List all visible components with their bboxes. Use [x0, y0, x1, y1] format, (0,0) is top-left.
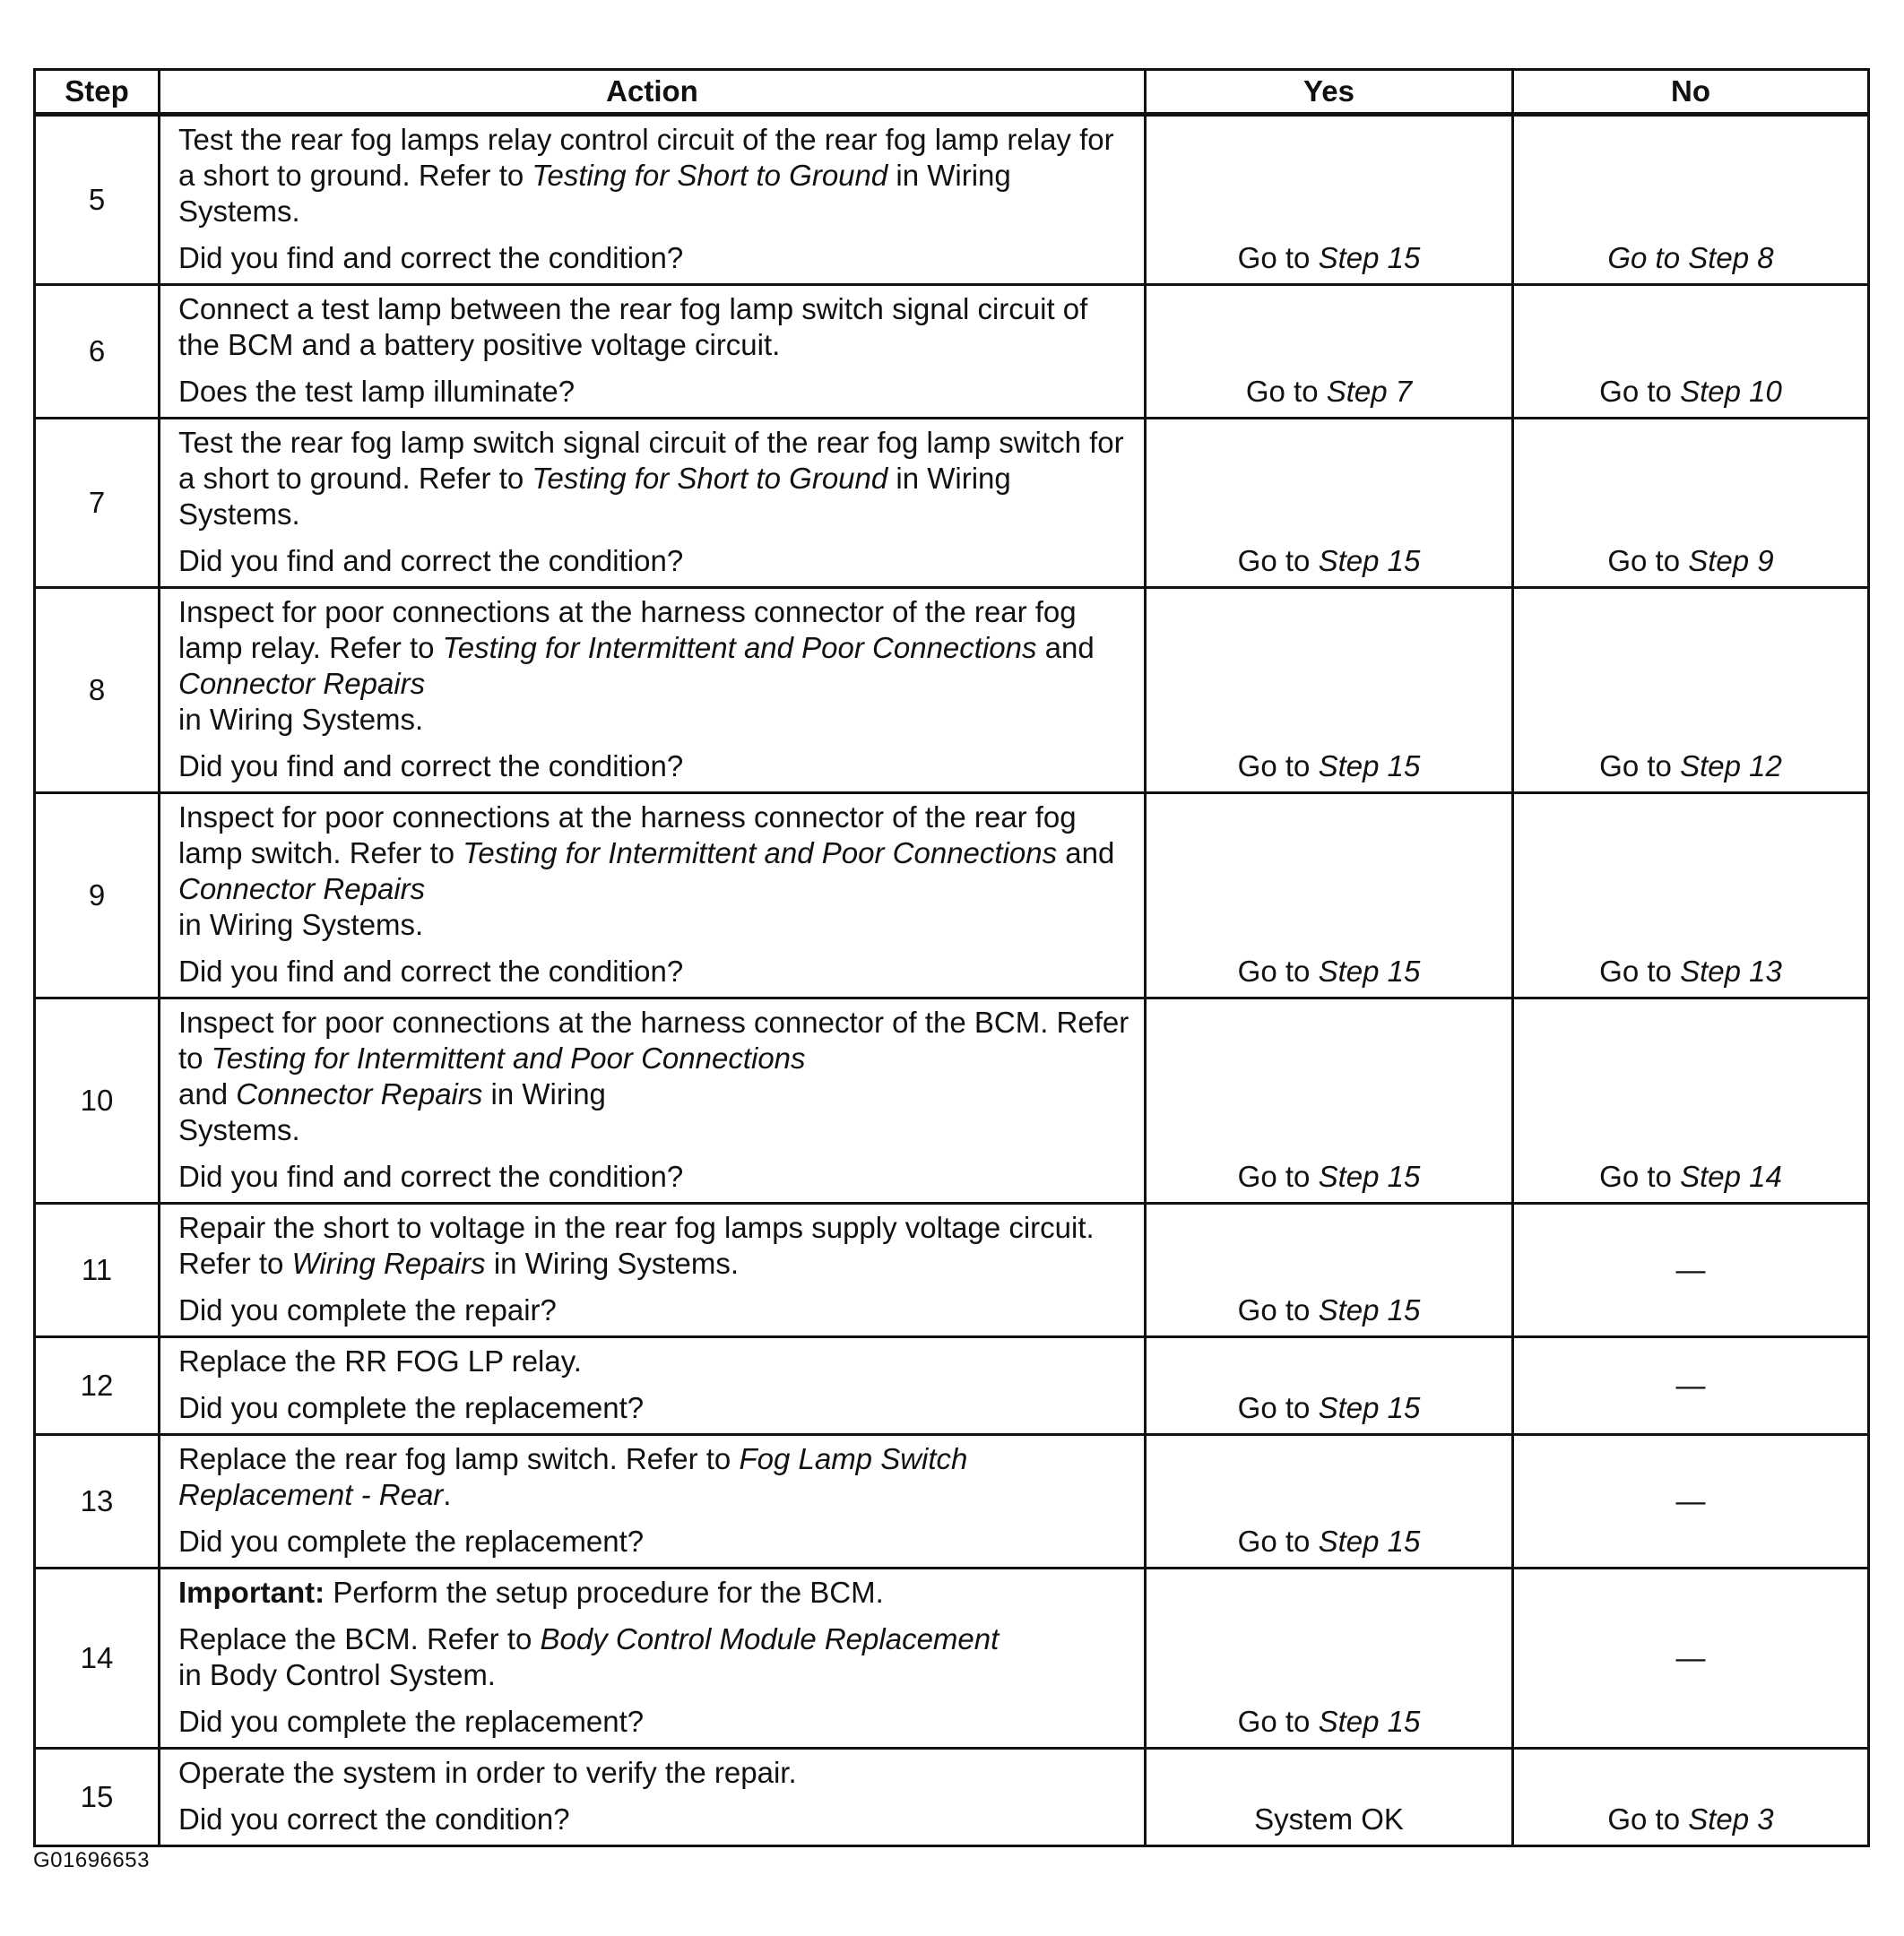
- question-text: Did you complete the repair?: [178, 1293, 557, 1327]
- question-text: Did you find and correct the condition?: [178, 241, 684, 274]
- action-segment: Connect a test lamp between the rear fog lamp switch signal circuit of the BCM and a battery positive voltage circuit.: [178, 292, 1088, 361]
- question-text: Did you find and correct the condition?: [178, 955, 684, 988]
- step-number: 15: [35, 1749, 160, 1846]
- goto-prefix: Go to Step 8: [1607, 241, 1774, 274]
- yes-outcome: [1146, 998, 1513, 1204]
- yes-outcome: [1146, 1435, 1513, 1569]
- diagnostic-table: [33, 68, 1870, 1847]
- goto-prefix: Go to: [1237, 749, 1319, 782]
- reference-link-text: Body Control Module Replacement: [540, 1622, 1000, 1655]
- action-segment: Replace the BCM. Refer to: [178, 1622, 541, 1655]
- action-segment: Replace the RR FOG LP relay.: [178, 1344, 582, 1378]
- goto-prefix: Go to: [1599, 749, 1681, 782]
- action-segment: Inspect for poor connections at the harness connector of the rear fog lamp relay. Refer to: [178, 595, 1077, 664]
- reference-link-text: Connector Repairs: [178, 667, 426, 700]
- goto-step-target: Step 15: [1318, 1391, 1421, 1424]
- goto-step-target: Step 15: [1318, 1160, 1421, 1193]
- goto-step-target: Step 10: [1680, 375, 1782, 408]
- no-outcome-dash: —: [1675, 1484, 1706, 1517]
- goto-prefix: Go to: [1237, 544, 1319, 577]
- action-cell: [160, 419, 1146, 588]
- action-cell: [160, 115, 1146, 285]
- goto-prefix: Go to: [1237, 1391, 1319, 1424]
- goto-step-target: Step 15: [1318, 1705, 1421, 1738]
- reference-link-text: Wiring Repairs: [291, 1247, 486, 1280]
- goto-prefix: Go to: [1599, 1160, 1681, 1193]
- reference-link-text: Testing for Short to Ground: [532, 462, 888, 495]
- table-body: [35, 115, 1869, 1846]
- step-number: 10: [35, 998, 160, 1204]
- action-segment: in Body Control System.: [178, 1658, 496, 1691]
- action-segment: in Wiring: [482, 1077, 606, 1111]
- action-text: [178, 799, 1131, 943]
- goto-step-target: Step 15: [1318, 749, 1421, 782]
- yes-outcome: [1146, 1569, 1513, 1749]
- action-cell: [160, 285, 1146, 419]
- table-row: [35, 588, 1869, 793]
- yes-outcome: [1146, 1749, 1513, 1846]
- table-row: [35, 115, 1869, 285]
- goto-prefix: Go to: [1245, 375, 1327, 408]
- no-outcome: [1513, 285, 1869, 419]
- goto-prefix: Go to: [1237, 955, 1319, 988]
- goto-step-target: Step 9: [1688, 544, 1774, 577]
- action-cell: [160, 1435, 1146, 1569]
- goto-step-target: Step 14: [1680, 1160, 1782, 1193]
- action-segment: Inspect for poor connections at the harness connector of the rear fog lamp switch. Refer to: [178, 800, 1077, 869]
- yes-outcome: [1146, 793, 1513, 998]
- step-number: 7: [35, 419, 160, 588]
- goto-prefix: Go to: [1237, 1705, 1319, 1738]
- question-text: Did you complete the replacement?: [178, 1391, 645, 1424]
- no-outcome: [1513, 419, 1869, 588]
- yes-outcome: [1146, 419, 1513, 588]
- step-number: 12: [35, 1337, 160, 1435]
- step-number: 5: [35, 115, 160, 285]
- table-row: [35, 1435, 1869, 1569]
- action-text: [178, 1344, 1131, 1379]
- question-text: Did you find and correct the condition?: [178, 544, 684, 577]
- action-segment: in Wiring Systems.: [178, 159, 1011, 228]
- table-row: [35, 1204, 1869, 1337]
- action-segment: and: [1057, 836, 1115, 869]
- action-cell: [160, 1749, 1146, 1846]
- reference-link-text: Fog Lamp Switch Replacement - Rear: [178, 1442, 968, 1511]
- no-outcome: [1513, 1435, 1869, 1569]
- action-segment: Test the rear fog lamp switch signal circuit of the rear fog lamp switch for a short to ground. Refer to: [178, 426, 1124, 495]
- no-outcome: [1513, 588, 1869, 793]
- important-label: Important:: [178, 1576, 325, 1609]
- question-text: Did you complete the replacement?: [178, 1705, 645, 1738]
- action-cell: [160, 1569, 1146, 1749]
- no-outcome: [1513, 1749, 1869, 1846]
- action-text: [178, 122, 1131, 229]
- action-text: [178, 1210, 1131, 1282]
- action-segment: in Wiring Systems.: [178, 908, 424, 941]
- no-outcome-dash: —: [1675, 1641, 1706, 1674]
- table-row: [35, 1337, 1869, 1435]
- action-cell: [160, 793, 1146, 998]
- no-outcome: [1513, 1569, 1869, 1749]
- action-segment: Systems.: [178, 1113, 300, 1146]
- action-cell: [160, 1337, 1146, 1435]
- goto-step-target: Step 3: [1688, 1802, 1774, 1836]
- reference-link-text: Connector Repairs: [236, 1077, 483, 1111]
- goto-prefix: Go to: [1607, 1802, 1689, 1836]
- action-text: [178, 1441, 1131, 1513]
- action-cell: [160, 998, 1146, 1204]
- reference-link-text: Testing for Short to Ground: [532, 159, 888, 192]
- yes-outcome: [1146, 285, 1513, 419]
- action-text: [178, 1755, 1131, 1791]
- action-segment: Perform the setup procedure for the BCM.: [325, 1576, 884, 1609]
- yes-outcome: [1146, 115, 1513, 285]
- goto-step-target: Step 15: [1318, 1525, 1421, 1558]
- step-number: 13: [35, 1435, 160, 1569]
- reference-link-text: Testing for Intermittent and Poor Connections: [442, 631, 1037, 664]
- table-row: [35, 1749, 1869, 1846]
- goto-step-target: Step 15: [1318, 1293, 1421, 1327]
- reference-link-text: Connector Repairs: [178, 872, 426, 905]
- table-row: [35, 793, 1869, 998]
- goto-prefix: Go to: [1599, 955, 1681, 988]
- action-text: [178, 594, 1131, 738]
- action-segment: Operate the system in order to verify the repair.: [178, 1756, 797, 1789]
- action-segment: and: [178, 1077, 237, 1111]
- yes-outcome: [1146, 1337, 1513, 1435]
- yes-outcome: [1146, 1204, 1513, 1337]
- action-text: [178, 425, 1131, 532]
- reference-link-text: Testing for Intermittent and Poor Connections: [463, 836, 1058, 869]
- goto-prefix: System OK: [1254, 1802, 1404, 1836]
- action-text: [178, 1005, 1131, 1148]
- no-outcome: [1513, 1337, 1869, 1435]
- step-number: 11: [35, 1204, 160, 1337]
- action-segment: in Wiring Systems.: [485, 1247, 740, 1280]
- no-outcome: [1513, 998, 1869, 1204]
- goto-prefix: Go to: [1237, 241, 1319, 274]
- action-segment: in Wiring Systems.: [178, 462, 1011, 531]
- question-text: Did you correct the condition?: [178, 1802, 570, 1836]
- goto-prefix: Go to: [1599, 375, 1681, 408]
- step-number: 6: [35, 285, 160, 419]
- table-row: [35, 285, 1869, 419]
- action-text: [178, 1621, 1131, 1693]
- action-text: [178, 1575, 1131, 1611]
- goto-step-target: Step 13: [1680, 955, 1782, 988]
- action-segment: in Wiring Systems.: [178, 703, 424, 736]
- header-yes: Yes: [1146, 70, 1513, 115]
- question-text: Did you find and correct the condition?: [178, 749, 684, 782]
- table-row: [35, 419, 1869, 588]
- goto-step-target: Step 15: [1318, 241, 1421, 274]
- action-cell: [160, 588, 1146, 793]
- action-text: [178, 291, 1131, 363]
- header-no: No: [1513, 70, 1869, 115]
- no-outcome-dash: —: [1675, 1369, 1706, 1402]
- no-outcome-dash: —: [1675, 1253, 1706, 1286]
- header-row: [35, 70, 1869, 115]
- table-row: [35, 1569, 1869, 1749]
- reference-link-text: Testing for Intermittent and Poor Connections: [211, 1041, 806, 1075]
- step-number: 8: [35, 588, 160, 793]
- action-segment: and: [1036, 631, 1095, 664]
- step-number: 14: [35, 1569, 160, 1749]
- yes-outcome: [1146, 588, 1513, 793]
- action-segment: Inspect for poor connections at the harness connector of the BCM. Refer to: [178, 1006, 1129, 1075]
- goto-step-target: Step 15: [1318, 544, 1421, 577]
- action-segment: .: [443, 1478, 452, 1511]
- diagnostic-table-sheet: [33, 68, 1867, 1847]
- question-text: Did you complete the replacement?: [178, 1525, 645, 1558]
- header-step: Step: [35, 70, 160, 115]
- header-action: Action: [160, 70, 1146, 115]
- goto-prefix: Go to: [1237, 1525, 1319, 1558]
- goto-prefix: Go to: [1237, 1293, 1319, 1327]
- no-outcome: [1513, 115, 1869, 285]
- goto-prefix: Go to: [1237, 1160, 1319, 1193]
- figure-id: G01696653: [33, 1848, 150, 1872]
- goto-prefix: Go to: [1607, 544, 1689, 577]
- question-text: Does the test lamp illuminate?: [178, 375, 576, 408]
- question-text: Did you find and correct the condition?: [178, 1160, 684, 1193]
- no-outcome: [1513, 1204, 1869, 1337]
- action-segment: Repair the short to voltage in the rear fog lamps supply voltage circuit. Refer to: [178, 1211, 1095, 1280]
- action-cell: [160, 1204, 1146, 1337]
- action-segment: Test the rear fog lamps relay control circuit of the rear fog lamp relay for a short to ground. Refer to: [178, 123, 1114, 192]
- action-segment: Replace the rear fog lamp switch. Refer to: [178, 1442, 740, 1475]
- no-outcome: [1513, 793, 1869, 998]
- table-row: [35, 998, 1869, 1204]
- goto-step-target: Step 15: [1318, 955, 1421, 988]
- goto-step-target: Step 12: [1680, 749, 1782, 782]
- step-number: 9: [35, 793, 160, 998]
- goto-step-target: Step 7: [1326, 375, 1413, 408]
